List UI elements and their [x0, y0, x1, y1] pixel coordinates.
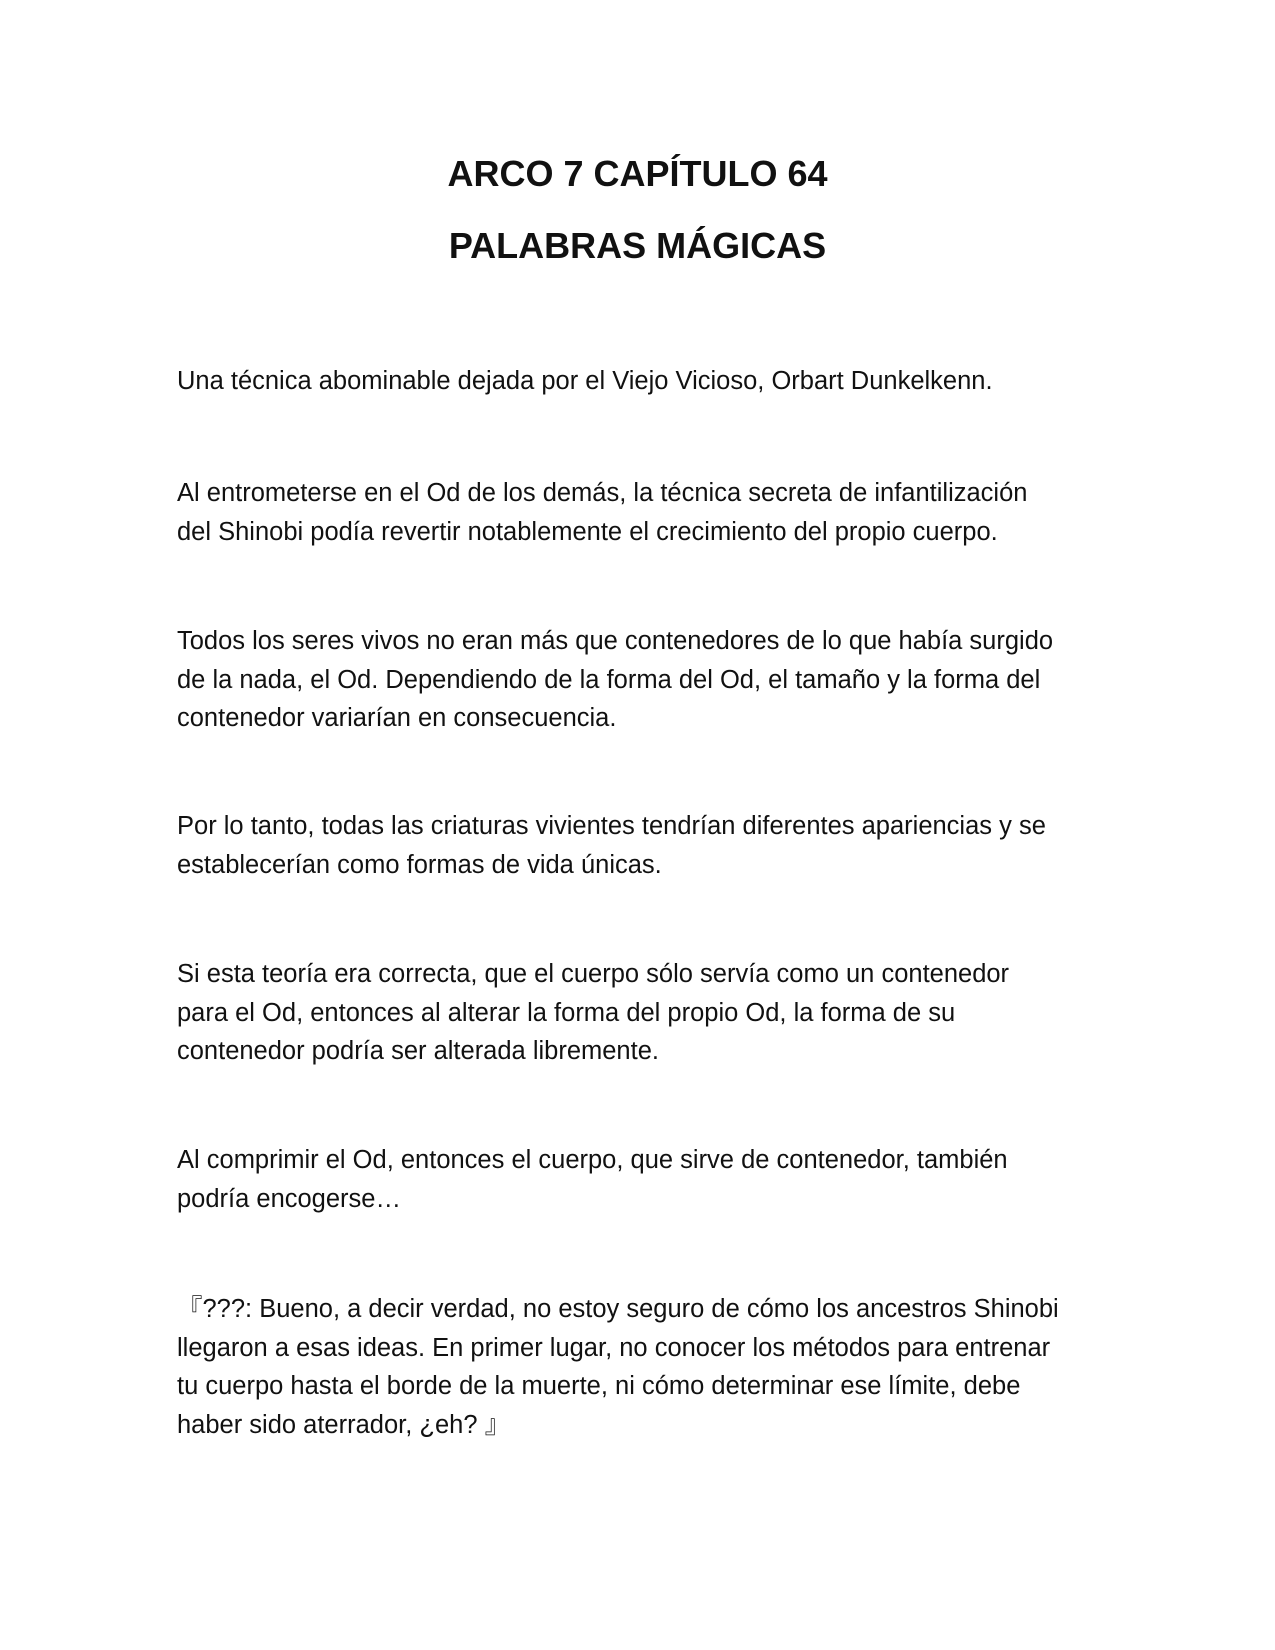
- paragraph-line: podría encogerse…: [177, 1184, 401, 1213]
- paragraph-line: Una técnica abominable dejada por el Viejo Vicioso, Orbart Dunkelkenn.: [177, 367, 993, 395]
- paragraph: [177, 1141, 1107, 1218]
- paragraph: [177, 362, 1107, 401]
- paragraph-line: Todos los seres vivos no eran más que contenedores de lo que había surgido: [177, 627, 1054, 655]
- paragraph-line: 『???: Bueno, a decir verdad, no estoy seguro de cómo los ancestros Shinobi: [177, 1295, 1059, 1323]
- paragraph-line: tu cuerpo hasta el borde de la muerte, ni cómo determinar ese límite, debe: [177, 1372, 1021, 1400]
- paragraph-line: Al comprimir el Od, entonces el cuerpo, que sirve de contenedor, también: [177, 1146, 1008, 1174]
- paragraph: [177, 955, 1107, 1071]
- paragraph: [177, 474, 1107, 551]
- paragraph-line: Por lo tanto, todas las criaturas vivientes tendrían diferentes apariencias y se: [177, 812, 1046, 840]
- paragraph: [177, 622, 1107, 738]
- paragraph-line: llegaron a esas ideas. En primer lugar, no conocer los métodos para entrenar: [177, 1333, 1051, 1362]
- paragraph-line: establecerían como formas de vida únicas.: [177, 850, 662, 879]
- paragraph-line: contenedor variarían en consecuencia.: [177, 704, 617, 732]
- chapter-heading: ARCO 7 CAPÍTULO 64: [447, 153, 828, 194]
- chapter-title: PALABRAS MÁGICAS: [448, 225, 827, 266]
- paragraph-line: para el Od, entonces al alterar la forma del propio Od, la forma de su: [177, 998, 956, 1027]
- paragraph-line: Al entrometerse en el Od de los demás, la técnica secreta de infantilización: [177, 479, 1028, 507]
- paragraph-line: del Shinobi podía revertir notablemente el crecimiento del propio cuerpo.: [177, 517, 998, 546]
- paragraph-line: Si esta teoría era correcta, que el cuerpo sólo servía como un contenedor: [177, 960, 1010, 988]
- dialogue-paragraph: [177, 1290, 1107, 1444]
- paragraph-line: haber sido aterrador, ¿eh? 』: [177, 1410, 511, 1439]
- paragraph: [177, 807, 1107, 884]
- paragraph-line: contenedor podría ser alterada libremente.: [177, 1037, 659, 1065]
- paragraph-line: de la nada, el Od. Dependiendo de la forma del Od, el tamaño y la forma del: [177, 665, 1041, 694]
